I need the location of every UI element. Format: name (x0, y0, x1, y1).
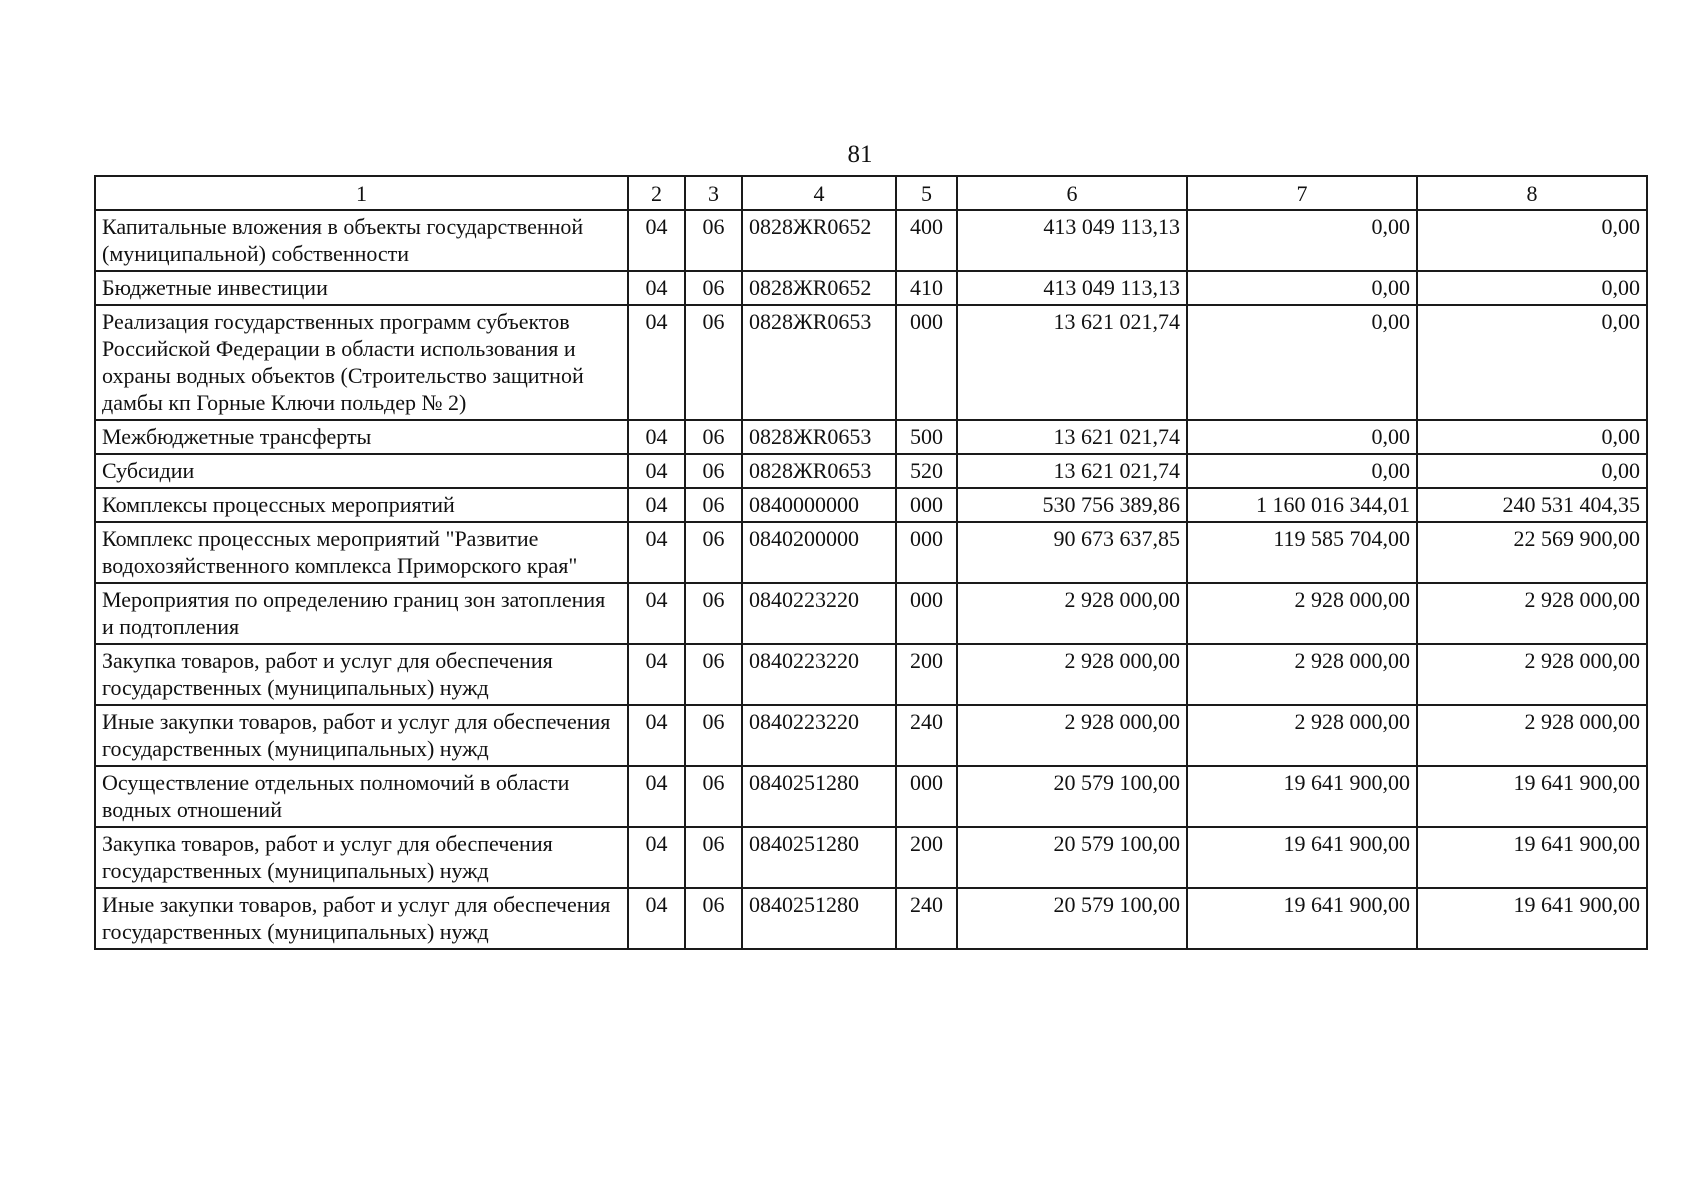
amount-col-7: 0,00 (1187, 271, 1417, 305)
section-code: 04 (628, 888, 685, 949)
target-article-code: 0840223220 (742, 644, 896, 705)
item-name: Комплексы процессных мероприятий (95, 488, 628, 522)
table-row (95, 644, 1647, 705)
amount-col-7: 1 160 016 344,01 (1187, 488, 1417, 522)
item-name: Реализация государственных программ субъектов Российской Федерации в области использования и охраны водных объектов (Строительство защитной дамбы кп Горные Ключи польдер № 2) (95, 305, 628, 420)
expense-type-code: 000 (896, 766, 957, 827)
amount-col-7: 19 641 900,00 (1187, 827, 1417, 888)
item-name: Осуществление отдельных полномочий в области водных отношений (95, 766, 628, 827)
section-code: 04 (628, 488, 685, 522)
amount-col-7: 19 641 900,00 (1187, 766, 1417, 827)
expense-type-code: 500 (896, 420, 957, 454)
column-header: 4 (742, 176, 896, 210)
amount-col-8: 22 569 900,00 (1417, 522, 1647, 583)
column-number-row (95, 176, 1647, 210)
page-number: 81 (847, 141, 873, 168)
section-code: 04 (628, 583, 685, 644)
expense-type-code: 200 (896, 827, 957, 888)
target-article-code: 0840251280 (742, 827, 896, 888)
item-name: Закупка товаров, работ и услуг для обеспечения государственных (муниципальных) нужд (95, 827, 628, 888)
section-code: 04 (628, 271, 685, 305)
amount-col-8: 0,00 (1417, 420, 1647, 454)
column-header: 7 (1187, 176, 1417, 210)
amount-col-6: 413 049 113,13 (957, 271, 1187, 305)
column-header: 1 (95, 176, 628, 210)
item-name: Мероприятия по определению границ зон затопления и подтопления (95, 583, 628, 644)
amount-col-8: 2 928 000,00 (1417, 644, 1647, 705)
amount-col-7: 0,00 (1187, 210, 1417, 271)
item-name: Капитальные вложения в объекты государственной (муниципальной) собственности (95, 210, 628, 271)
subsection-code: 06 (685, 583, 742, 644)
subsection-code: 06 (685, 454, 742, 488)
section-code: 04 (628, 705, 685, 766)
target-article-code: 0828ЖR0652 (742, 210, 896, 271)
amount-col-8: 19 641 900,00 (1417, 766, 1647, 827)
amount-col-7: 119 585 704,00 (1187, 522, 1417, 583)
expense-type-code: 400 (896, 210, 957, 271)
item-name: Бюджетные инвестиции (95, 271, 628, 305)
item-name: Иные закупки товаров, работ и услуг для обеспечения государственных (муниципальных) нужд (95, 888, 628, 949)
amount-col-8: 19 641 900,00 (1417, 827, 1647, 888)
section-code: 04 (628, 305, 685, 420)
expense-type-code: 520 (896, 454, 957, 488)
section-code: 04 (628, 454, 685, 488)
section-code: 04 (628, 644, 685, 705)
expense-type-code: 000 (896, 305, 957, 420)
subsection-code: 06 (685, 888, 742, 949)
column-header: 3 (685, 176, 742, 210)
target-article-code: 0840223220 (742, 583, 896, 644)
target-article-code: 0840200000 (742, 522, 896, 583)
table-row (95, 210, 1647, 271)
amount-col-6: 413 049 113,13 (957, 210, 1187, 271)
target-article-code: 0840251280 (742, 766, 896, 827)
target-article-code: 0840000000 (742, 488, 896, 522)
item-name: Межбюджетные трансферты (95, 420, 628, 454)
amount-col-7: 0,00 (1187, 305, 1417, 420)
subsection-code: 06 (685, 305, 742, 420)
subsection-code: 06 (685, 522, 742, 583)
column-header: 6 (957, 176, 1187, 210)
section-code: 04 (628, 420, 685, 454)
amount-col-8: 0,00 (1417, 454, 1647, 488)
amount-col-8: 0,00 (1417, 305, 1647, 420)
table-row (95, 705, 1647, 766)
target-article-code: 0840251280 (742, 888, 896, 949)
table-row (95, 888, 1647, 949)
table-row (95, 583, 1647, 644)
amount-col-7: 0,00 (1187, 420, 1417, 454)
item-name: Субсидии (95, 454, 628, 488)
target-article-code: 0840223220 (742, 705, 896, 766)
table-row (95, 488, 1647, 522)
subsection-code: 06 (685, 766, 742, 827)
amount-col-7: 2 928 000,00 (1187, 644, 1417, 705)
item-name: Закупка товаров, работ и услуг для обеспечения государственных (муниципальных) нужд (95, 644, 628, 705)
expense-type-code: 410 (896, 271, 957, 305)
table-row (95, 522, 1647, 583)
amount-col-7: 19 641 900,00 (1187, 888, 1417, 949)
target-article-code: 0828ЖR0652 (742, 271, 896, 305)
item-name: Комплекс процессных мероприятий "Развитие водохозяйственного комплекса Приморского края" (95, 522, 628, 583)
amount-col-6: 2 928 000,00 (957, 705, 1187, 766)
amount-col-8: 0,00 (1417, 210, 1647, 271)
section-code: 04 (628, 766, 685, 827)
column-header: 5 (896, 176, 957, 210)
expense-type-code: 000 (896, 522, 957, 583)
subsection-code: 06 (685, 488, 742, 522)
expense-type-code: 240 (896, 888, 957, 949)
amount-col-8: 2 928 000,00 (1417, 705, 1647, 766)
subsection-code: 06 (685, 705, 742, 766)
column-header: 2 (628, 176, 685, 210)
subsection-code: 06 (685, 271, 742, 305)
table-row (95, 827, 1647, 888)
amount-col-7: 2 928 000,00 (1187, 705, 1417, 766)
section-code: 04 (628, 827, 685, 888)
subsection-code: 06 (685, 827, 742, 888)
section-code: 04 (628, 210, 685, 271)
amount-col-6: 530 756 389,86 (957, 488, 1187, 522)
amount-col-6: 90 673 637,85 (957, 522, 1187, 583)
target-article-code: 0828ЖR0653 (742, 420, 896, 454)
amount-col-6: 20 579 100,00 (957, 827, 1187, 888)
amount-col-6: 2 928 000,00 (957, 644, 1187, 705)
amount-col-8: 240 531 404,35 (1417, 488, 1647, 522)
column-header: 8 (1417, 176, 1647, 210)
section-code: 04 (628, 522, 685, 583)
expense-type-code: 200 (896, 644, 957, 705)
amount-col-8: 19 641 900,00 (1417, 888, 1647, 949)
amount-col-6: 20 579 100,00 (957, 766, 1187, 827)
amount-col-8: 2 928 000,00 (1417, 583, 1647, 644)
item-name: Иные закупки товаров, работ и услуг для обеспечения государственных (муниципальных) нужд (95, 705, 628, 766)
expense-type-code: 000 (896, 488, 957, 522)
subsection-code: 06 (685, 420, 742, 454)
amount-col-7: 0,00 (1187, 454, 1417, 488)
amount-col-6: 20 579 100,00 (957, 888, 1187, 949)
expense-type-code: 240 (896, 705, 957, 766)
table-row (95, 271, 1647, 305)
target-article-code: 0828ЖR0653 (742, 305, 896, 420)
table-row (95, 454, 1647, 488)
target-article-code: 0828ЖR0653 (742, 454, 896, 488)
amount-col-8: 0,00 (1417, 271, 1647, 305)
budget-table (94, 175, 1648, 950)
subsection-code: 06 (685, 210, 742, 271)
amount-col-6: 2 928 000,00 (957, 583, 1187, 644)
table-row (95, 305, 1647, 420)
expense-type-code: 000 (896, 583, 957, 644)
subsection-code: 06 (685, 644, 742, 705)
amount-col-6: 13 621 021,74 (957, 420, 1187, 454)
amount-col-6: 13 621 021,74 (957, 454, 1187, 488)
amount-col-6: 13 621 021,74 (957, 305, 1187, 420)
table-row (95, 766, 1647, 827)
amount-col-7: 2 928 000,00 (1187, 583, 1417, 644)
table-row (95, 420, 1647, 454)
